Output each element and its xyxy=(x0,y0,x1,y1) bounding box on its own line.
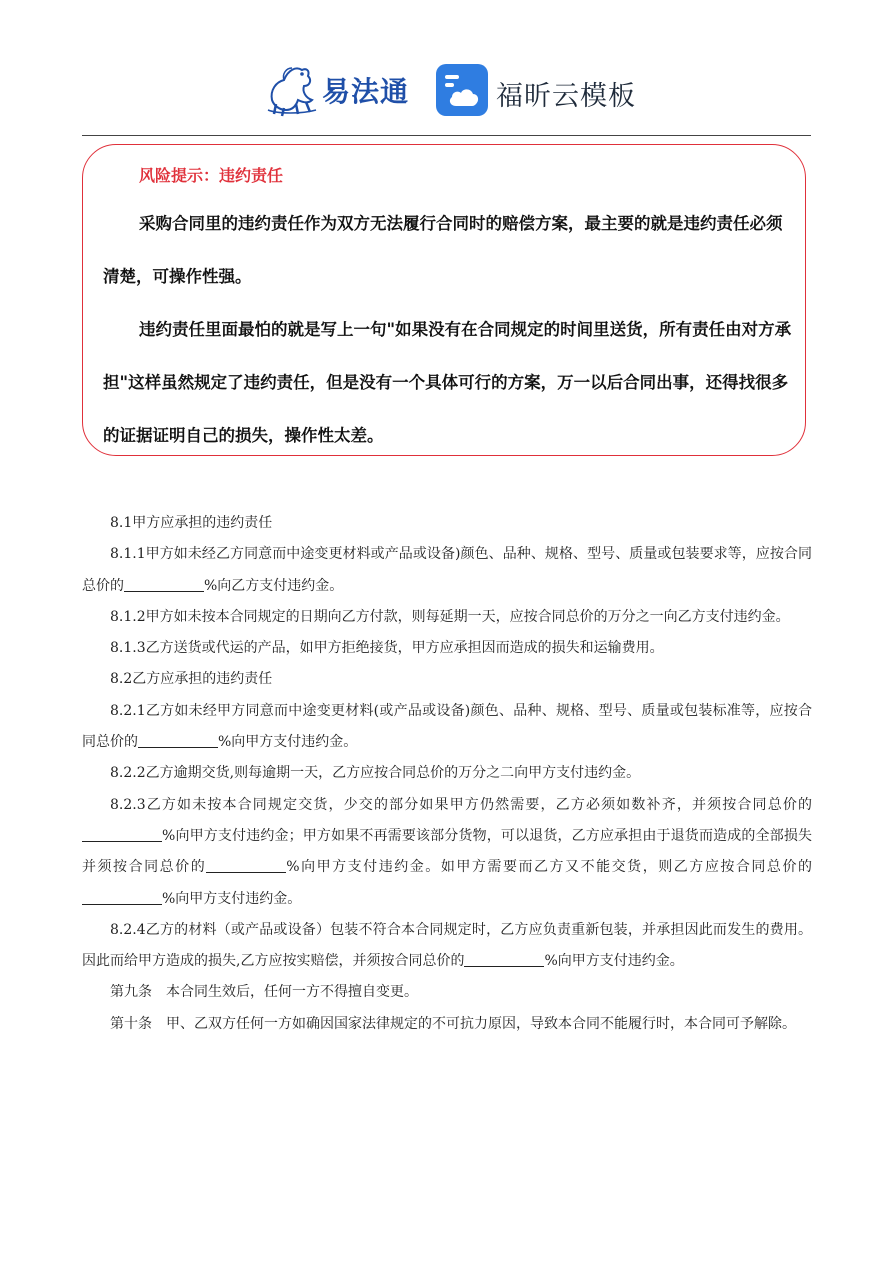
clause-c2 xyxy=(82,539,812,602)
contract-clauses xyxy=(82,508,812,1040)
risk-paragraph-2: 违约责任里面最怕的就是写上一句"如果没有在合同规定的时间里送货，所有责任由对方承担"这样虽然规定了违约责任，但是没有一个具体可行的方案，万一以后合同出事，还得找很多的证据证明自己的损失，操作性太差。 xyxy=(103,320,792,445)
logo1-text: 易法通 xyxy=(322,75,410,108)
clause-text: %向甲方支付违约金。 xyxy=(162,890,302,907)
foxit-template-logo xyxy=(436,64,636,120)
percentage-blank[interactable] xyxy=(82,890,162,905)
clause-c9 xyxy=(82,915,812,978)
clause-c5 xyxy=(82,664,812,695)
clause-c11 xyxy=(82,1009,812,1040)
clause-text: 8.1.2甲方如未按本合同规定的日期向乙方付款，则每延期一天，应按合同总价的万分之一向乙方支付违约金。 xyxy=(110,608,790,625)
clause-text: 8.2.4乙方的材料（或产品或设备）包装不符合本合同规定时，乙方应负责重新包装，并承担因此而发生的费用。因此而给甲方造成的损失,乙方应按实赔偿，并须按合同总价的 xyxy=(82,921,812,970)
clause-c4 xyxy=(82,633,812,664)
clause-text: 8.2乙方应承担的违约责任 xyxy=(110,671,273,688)
clause-text: 8.1.1甲方如未经乙方同意而中途变更材料或产品或设备)颜色、品种、规格、型号、质量或包装要求等，应按合同总价的 xyxy=(82,546,812,594)
clause-text: %向甲方支付违约金。如甲方需要而乙方又不能交货，则乙方应按合同总价的 xyxy=(286,859,812,876)
clause-text: 8.2.2乙方逾期交货,则每逾期一天，乙方应按合同总价的万分之二向甲方支付违约金。 xyxy=(110,765,641,782)
clause-c6 xyxy=(82,696,812,759)
clause-text: %向乙方支付违约金。 xyxy=(204,577,344,594)
clause-c10 xyxy=(82,977,812,1008)
yifatong-logo xyxy=(262,60,412,120)
percentage-blank[interactable] xyxy=(82,827,162,842)
percentage-blank[interactable] xyxy=(464,952,544,967)
clause-text: 8.2.1乙方如未经甲方同意而中途变更材料(或产品或设备)颜色、品种、规格、型号、质量或包装标准等，应按合同总价的 xyxy=(82,702,812,751)
percentage-blank[interactable] xyxy=(124,577,204,592)
percentage-blank[interactable] xyxy=(138,733,218,748)
percentage-blank[interactable] xyxy=(206,858,286,873)
clause-text: 8.1.3乙方送货或代运的产品，如甲方拒绝接货，甲方应承担因而造成的损失和运输费用。 xyxy=(110,640,664,657)
clause-text: %向甲方支付违约金；甲方如果不再需要该部分货物，可以退货，乙方应承担由于退货而造成的全部损失并须按合同总价的 xyxy=(82,827,812,876)
clause-text: %向甲方支付违约金。 xyxy=(544,953,684,970)
clause-text: 第九条 本合同生效后，任何一方不得擅自变更。 xyxy=(110,984,418,1001)
page-header xyxy=(0,58,893,128)
clause-text: 8.2.3乙方如未按本合同规定交货，少交的部分如果甲方仍然需要，乙方必须如数补齐，并须按合同总价的 xyxy=(110,796,812,813)
clause-c3 xyxy=(82,602,812,633)
clause-text: %向甲方支付违约金。 xyxy=(218,734,358,751)
risk-paragraph-1: 采购合同里的违约责任作为双方无法履行合同时的赔偿方案，最主要的就是违约责任必须清楚，可操作性强。 xyxy=(103,214,783,286)
header-divider xyxy=(82,135,811,136)
logo2-text: 福昕云模板 xyxy=(496,81,636,112)
cloud-document-icon xyxy=(436,64,488,116)
clause-c1 xyxy=(82,508,812,539)
clause-text: 8.1甲方应承担的违约责任 xyxy=(110,515,273,531)
qilin-mascot-icon xyxy=(262,60,320,118)
risk-title: 风险提示：违约责任 xyxy=(139,166,284,185)
clause-c7 xyxy=(82,758,812,789)
risk-warning-box xyxy=(82,144,806,456)
clause-c8 xyxy=(82,790,812,915)
clause-text: 第十条 甲、乙双方任何一方如确因国家法律规定的不可抗力原因，导致本合同不能履行时，本合同可予解除。 xyxy=(110,1015,796,1032)
